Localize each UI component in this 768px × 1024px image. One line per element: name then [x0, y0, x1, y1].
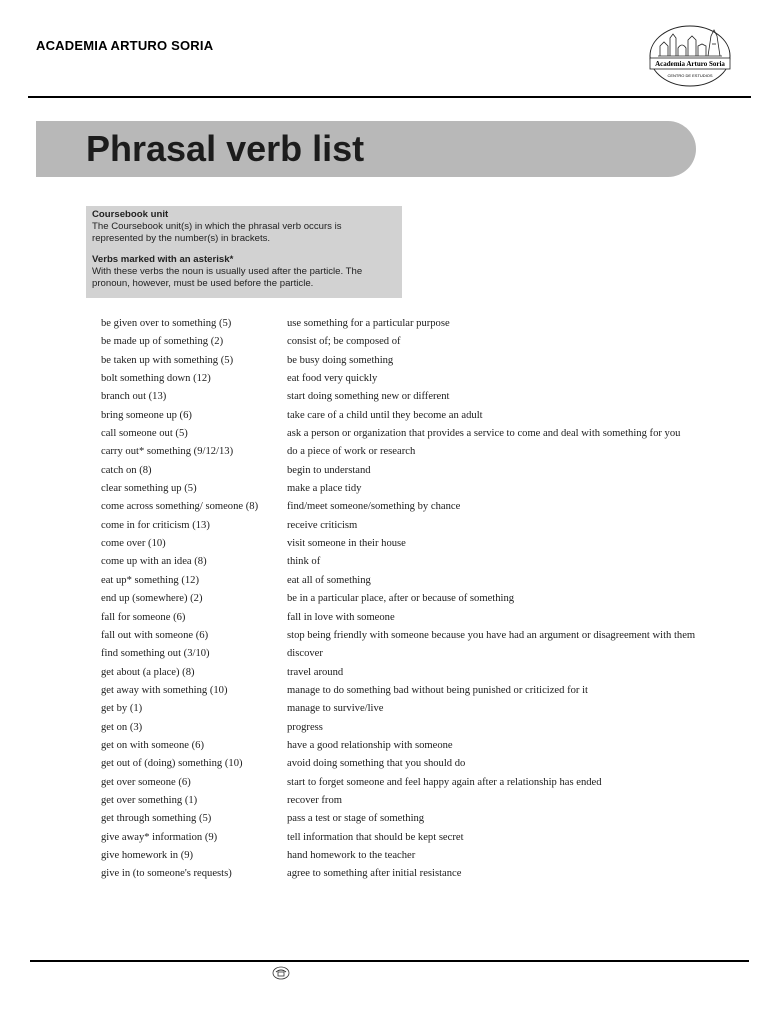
- asterisk-text-line-1: With these verbs the noun is usually used after the particle. The: [92, 266, 363, 277]
- logo-subtitle: CENTRO DE ESTUDIOS: [667, 73, 713, 78]
- verb-entry: [101, 499, 701, 515]
- verb-entry: [101, 756, 701, 772]
- phrasal-verb: get on with someone (6): [101, 739, 204, 751]
- title-banner: [36, 121, 696, 177]
- verb-meaning: manage to do something bad without being punished or criticized for it: [287, 684, 588, 696]
- verb-meaning: avoid doing something that you should do: [287, 758, 466, 770]
- verb-entry: [101, 371, 701, 387]
- verb-entry: [101, 866, 701, 882]
- verb-meaning: have a good relationship with someone: [287, 739, 453, 751]
- verb-entry: [101, 610, 701, 626]
- verb-meaning: travel around: [287, 666, 344, 678]
- phrasal-verb: get about (a place) (8): [101, 666, 195, 678]
- page-title: Phrasal verb list: [86, 128, 365, 169]
- verb-meaning: be busy doing something: [287, 354, 394, 366]
- coursebook-text-line-2: represented by the number(s) in brackets.: [92, 233, 271, 244]
- phrasal-verb: carry out* something (9/12/13): [101, 446, 234, 458]
- phrasal-verb: give away* information (9): [101, 831, 218, 843]
- phrasal-verb: get over something (1): [101, 794, 198, 806]
- verb-meaning: receive criticism: [287, 519, 358, 531]
- phrasal-verb: give homework in (9): [101, 849, 194, 861]
- verb-meaning: eat food very quickly: [287, 373, 378, 385]
- phrasal-verb: fall for someone (6): [101, 611, 186, 623]
- phrasal-verb: find something out (3/10): [101, 648, 210, 660]
- phrasal-verb: be taken up with something (5): [101, 354, 234, 366]
- verb-entry: [101, 793, 701, 809]
- verb-meaning: visit someone in their house: [287, 538, 406, 550]
- verb-meaning: agree to something after initial resistance: [287, 868, 462, 880]
- phrasal-verb: get out of (doing) something (10): [101, 758, 243, 770]
- verb-meaning: recover from: [287, 794, 342, 806]
- verb-meaning: manage to survive/live: [287, 703, 384, 715]
- verb-meaning: ask a person or organization that provides a service to come and deal with something for you: [287, 428, 681, 440]
- verb-meaning: find/meet someone/something by chance: [287, 501, 461, 513]
- verb-entry: [101, 536, 701, 552]
- verb-meaning: eat all of something: [287, 574, 371, 586]
- verb-entry: [101, 444, 701, 460]
- phrasal-verb: come over (10): [101, 538, 166, 550]
- verb-entry: [101, 811, 701, 827]
- phrasal-verb: come up with an idea (8): [101, 556, 207, 568]
- academy-logo: [648, 24, 732, 88]
- phrasal-verb: come in for criticism (13): [101, 519, 210, 531]
- verb-meaning: stop being friendly with someone because you have had an argument or disagreement with them: [287, 629, 696, 641]
- verb-entry: [101, 683, 701, 699]
- verb-entry: [101, 334, 701, 350]
- verb-meaning: pass a test or stage of something: [287, 813, 425, 825]
- phrasal-verb: get through something (5): [101, 813, 212, 825]
- phrasal-verb: get on (3): [101, 721, 143, 733]
- academy-name: ACADEMIA ARTURO SORIA: [36, 38, 214, 53]
- phrasal-verb: clear something up (5): [101, 483, 197, 495]
- verb-meaning: tell information that should be kept secret: [287, 831, 464, 843]
- verb-entry: [101, 646, 701, 662]
- phrasal-verb: catch on (8): [101, 464, 152, 476]
- phrasal-verb: get away with something (10): [101, 684, 228, 696]
- verb-meaning: do a piece of work or research: [287, 446, 416, 458]
- verb-entry: [101, 738, 701, 754]
- verb-entry: [101, 353, 701, 369]
- phrasal-verb: eat up* something (12): [101, 574, 199, 586]
- verb-meaning: take care of a child until they become an adult: [287, 409, 483, 421]
- verb-entry: [101, 316, 701, 332]
- phrasal-verb: bring someone up (6): [101, 409, 192, 421]
- verb-entry: [101, 408, 701, 424]
- verb-entry: [101, 701, 701, 717]
- verb-entry: [101, 554, 701, 570]
- verb-meaning: start doing something new or different: [287, 391, 450, 403]
- coursebook-heading: Coursebook unit: [92, 209, 169, 220]
- verb-meaning: hand homework to the teacher: [287, 849, 416, 861]
- phrasal-verb: be given over to something (5): [101, 318, 232, 329]
- header-divider: [28, 96, 751, 98]
- phrasal-verb: fall out with someone (6): [101, 629, 209, 641]
- verb-entry: [101, 591, 701, 607]
- verb-entry: [101, 463, 701, 479]
- verb-meaning: use something for a particular purpose: [287, 318, 450, 329]
- verb-entry: [101, 848, 701, 864]
- asterisk-text-line-2: pronoun, however, must be used before the particle.: [92, 278, 314, 289]
- footer-divider: [30, 960, 749, 962]
- verb-entry: [101, 573, 701, 589]
- verb-entry: [101, 665, 701, 681]
- phrasal-verb: give in (to someone's requests): [101, 868, 232, 880]
- logo-name: Academia Arturo Soria: [655, 60, 725, 68]
- phrasal-verb: get over someone (6): [101, 776, 191, 788]
- verb-meaning: start to forget someone and feel happy again after a relationship has ended: [287, 776, 602, 788]
- phrasal-verb: call someone out (5): [101, 428, 188, 440]
- telephone-icon: [272, 966, 290, 980]
- verb-meaning: make a place tidy: [287, 483, 362, 495]
- verb-entry: [101, 775, 701, 791]
- verb-entry: [101, 830, 701, 846]
- verb-entry: [101, 389, 701, 405]
- verb-entry: [101, 518, 701, 534]
- verb-meaning: be in a particular place, after or because of something: [287, 593, 515, 605]
- coursebook-text-line-1: The Coursebook unit(s) in which the phrasal verb occurs is: [92, 221, 342, 232]
- phrasal-verb: come across something/ someone (8): [101, 501, 259, 513]
- verb-entry: [101, 426, 701, 442]
- verb-entry: [101, 720, 701, 736]
- verb-meaning: fall in love with someone: [287, 611, 395, 623]
- asterisk-heading: Verbs marked with an asterisk*: [92, 254, 234, 265]
- verb-meaning: discover: [287, 648, 323, 660]
- phrasal-verb: bolt something down (12): [101, 373, 211, 385]
- phrasal-verb: be made up of something (2): [101, 336, 224, 348]
- phrasal-verb-list: [101, 316, 701, 885]
- phrasal-verb: get by (1): [101, 703, 143, 715]
- info-box: [86, 206, 402, 298]
- verb-meaning: progress: [287, 721, 323, 733]
- phrasal-verb: end up (somewhere) (2): [101, 593, 203, 605]
- phrasal-verb: branch out (13): [101, 391, 167, 403]
- verb-entry: [101, 628, 701, 644]
- verb-meaning: think of: [287, 556, 321, 568]
- verb-entry: [101, 481, 701, 497]
- verb-meaning: begin to understand: [287, 464, 371, 476]
- verb-meaning: consist of; be composed of: [287, 336, 401, 348]
